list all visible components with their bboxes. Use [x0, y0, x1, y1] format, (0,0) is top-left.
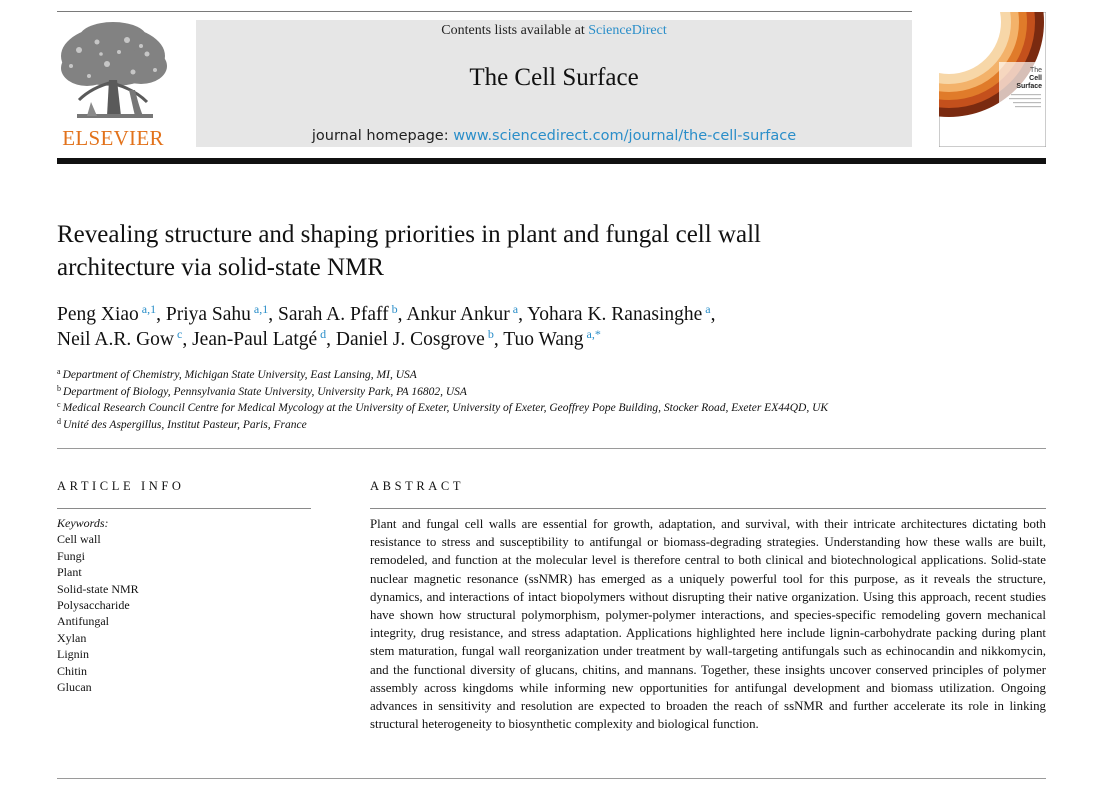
author-affiliation-marker[interactable]: d — [320, 327, 327, 341]
keyword-item: Cell wall — [57, 532, 101, 547]
keyword-item: Solid-state NMR — [57, 581, 139, 596]
author-affiliation-marker[interactable]: b — [391, 302, 398, 316]
author-separator: , — [397, 304, 407, 325]
cover-word-1: The — [1029, 67, 1042, 74]
author-line-2 — [57, 327, 1047, 352]
journal-cover-thumbnail[interactable] — [939, 12, 1046, 147]
journal-homepage-link[interactable]: www.sciencedirect.com/journal/the-cell-surface — [453, 128, 797, 144]
author-name[interactable]: Ankur Ankur — [406, 304, 510, 325]
journal-title: The Cell Surface — [469, 64, 639, 91]
homepage-prefix: journal homepage: — [311, 128, 449, 144]
abstract-text: Plant and fungal cell walls are essential for growth, adaptation, and survival, with their intricate architectures dictating both resistance to stress and susceptibility to antifungal or biomass-degrading strategies. Understanding how these walls are built, remodeled, and function at the molecular level is therefore central to both clinical and biotechnological applications. Solid-state nuclear magnetic resonance (ssNMR) has emerged as a uniquely powerful tool for this purpose, as it reveals the structure, dynamics, and interactions of intact biopolymers without disrupting their native organization. Using this approach, recent studies have shown how structural polymorphism, polymer-polymer interactions, and species-specific remodeling govern mechanical integrity, drug resistance, and stress adaptation. Applications highlighted here include lignin-carbohydrate packing during plant stem maturation, fungal wall reorganization under treatment by wall-targeting antifungals such as echinocandin and nikkomycin, and the functional diversity of glucans, chitins, and mannans. Together, these insights uncover conserved principles of polymer assembly across kingdoms while informing new opportunities for antifungal development and biomass utilization. Ongoing advances in sensitivity and resolution are expected to broaden the reach of ssNMR and further accelerate its role in linking structural heterogeneity to biosynthetic complexity and biological function. — [370, 517, 1046, 732]
affiliation-text: Medical Research Council Centre for Medical Mycology at the University of Exeter, University of Exeter, Geoffrey Pope Building, Stocker Road, Exeter EX44QD, UK — [62, 402, 829, 415]
affiliation-marker: b — [57, 383, 61, 393]
author-name[interactable]: Jean-Paul Latgé — [192, 329, 318, 350]
cover-word-3: Surface — [1016, 83, 1042, 90]
author-separator: , — [518, 304, 528, 325]
author-separator: , — [156, 304, 166, 325]
author-name[interactable]: Priya Sahu — [165, 304, 251, 325]
affiliation-item — [57, 417, 1047, 434]
affiliation-text: Department of Chemistry, Michigan State University, East Lansing, MI, USA — [62, 369, 417, 381]
affiliation-item — [57, 367, 1047, 384]
affiliation-item — [57, 384, 1047, 401]
cover-word-2: Cell — [1029, 75, 1042, 82]
author-separator: , — [326, 329, 336, 350]
sciencedirect-link[interactable]: ScienceDirect — [588, 23, 667, 38]
author-separator: , — [493, 329, 504, 350]
author-affiliation-marker[interactable]: c — [177, 327, 183, 341]
keyword-item: Chitin — [57, 663, 88, 678]
affiliation-item — [57, 400, 1047, 417]
keyword-item: Antifungal — [57, 614, 109, 629]
author-name[interactable]: Tuo Wang — [503, 329, 584, 350]
article-info-rule — [57, 508, 311, 509]
keyword-item: Xylan — [57, 630, 87, 645]
affiliation-text: Department of Biology, Pennsylvania State University, University Park, PA 16802, USA — [63, 385, 467, 398]
abstract-rule — [370, 508, 1046, 509]
author-name[interactable]: Daniel J. Cosgrove — [335, 329, 485, 350]
keywords-label: Keywords: — [57, 516, 109, 530]
affiliations — [57, 367, 1047, 433]
author-affiliation-marker[interactable]: a,1 — [141, 302, 157, 316]
affiliation-marker: a — [57, 367, 61, 376]
author-separator: , — [710, 304, 716, 325]
keyword-item: Glucan — [57, 680, 92, 695]
header-top-rule — [57, 11, 912, 12]
journal-homepage-line — [196, 128, 912, 144]
bottom-divider — [57, 778, 1046, 779]
author-affiliation-marker[interactable]: a — [512, 302, 519, 316]
author-affiliation-marker[interactable]: b — [487, 327, 494, 341]
contents-line — [196, 23, 912, 39]
section-divider — [57, 448, 1046, 449]
keyword-item: Plant — [57, 565, 82, 580]
affiliation-marker: c — [57, 400, 61, 410]
keyword-item: Polysaccharide — [57, 598, 130, 613]
author-affiliation-marker[interactable]: a,1 — [253, 302, 269, 316]
keyword-item: Lignin — [57, 647, 89, 662]
keywords-list — [57, 531, 311, 695]
author-separator: , — [268, 304, 278, 325]
author-name[interactable]: Neil A.R. Gow — [57, 329, 174, 350]
keywords-block — [57, 515, 311, 695]
author-name[interactable]: Peng Xiao — [57, 304, 139, 325]
article-title-line-1: Revealing structure and shaping priorities in plant and fungal cell wall — [57, 221, 761, 248]
keyword-item: Fungi — [57, 548, 86, 563]
publisher-wordmark: ELSEVIER — [62, 126, 164, 150]
author-affiliation-marker[interactable]: a — [705, 302, 711, 316]
author-separator: , — [182, 329, 193, 350]
article-title — [57, 218, 1047, 284]
author-affiliation-marker[interactable]: a,* — [586, 327, 601, 341]
header-bottom-bar — [57, 158, 1046, 164]
author-list — [57, 302, 1047, 352]
author-name[interactable]: Yohara K. Ranasinghe — [527, 304, 703, 325]
article-title-line-2: architecture via solid-state NMR — [57, 254, 384, 281]
article-info-heading: ARTICLE INFO — [57, 479, 185, 493]
author-name[interactable]: Sarah A. Pfaff — [277, 304, 389, 325]
author-line-1 — [57, 302, 1047, 327]
contents-prefix: Contents lists available at — [441, 23, 585, 38]
affiliation-marker: d — [57, 416, 61, 426]
abstract-heading: ABSTRACT — [370, 479, 465, 493]
affiliation-text: Unité des Aspergillus, Institut Pasteur, Paris, France — [63, 418, 307, 431]
